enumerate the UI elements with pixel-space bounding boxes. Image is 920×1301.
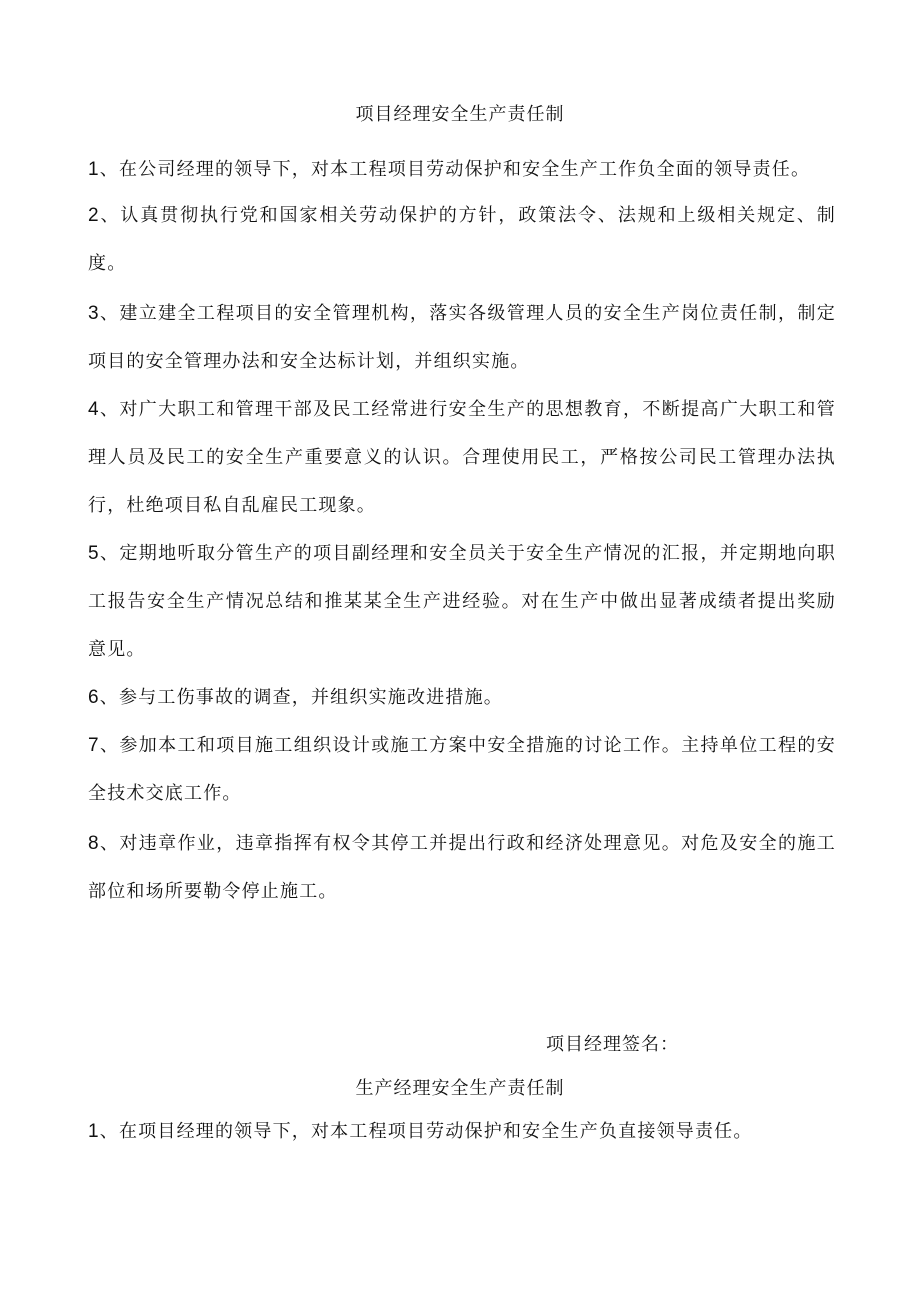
clause-1-doc2 (88, 1108, 836, 1156)
document-title: 项目经理安全生产责任制 (355, 104, 565, 125)
clause-number: 5 (88, 543, 100, 564)
clause-number: 1 (88, 159, 100, 180)
clause-text: 、建立建全工程项目的安全管理机构，落实各级管理人员的安全生产岗位责任制，制定项目的安全管理办法和安全达标计划，并组织实施。 (88, 303, 836, 372)
clause-text: 、在项目经理的领导下，对本工程项目劳动保护和安全生产负直接领导责任。 (99, 1121, 753, 1142)
clause-text: 、对广大职工和管理干部及民工经常进行安全生产的思想教育，不断提高广大职工和管理人员及民工的安全生产重要意义的认识。合理使用民工，严格按公司民工管理办法执行，杜绝项目私自乱雇民工现象。 (88, 399, 836, 516)
clause-6 (88, 674, 836, 722)
clause-number: 2 (88, 205, 100, 226)
clause-number: 8 (88, 833, 100, 854)
clause-text: 、参与工伤事故的调查，并组织实施改进措施。 (99, 687, 503, 708)
clause-1 (88, 146, 836, 194)
clause-5 (88, 530, 836, 674)
clause-text: 、在公司经理的领导下，对本工程项目劳动保护和安全生产工作负全面的领导责任。 (99, 159, 811, 180)
document-title-2: 生产经理安全生产责任制 (355, 1078, 565, 1099)
clause-number: 6 (88, 687, 100, 708)
clause-text: 、认真贯彻执行党和国家相关劳动保护的方针，政策法令、法规和上级相关规定、制度。 (88, 205, 836, 274)
clause-number: 3 (88, 303, 100, 324)
clause-number: 4 (88, 399, 100, 420)
clause-number: 1 (88, 1121, 100, 1142)
clause-4 (88, 386, 836, 530)
clause-8 (88, 820, 836, 916)
clause-2 (88, 192, 836, 288)
clause-3 (88, 290, 836, 386)
clause-text: 、定期地听取分管生产的项目副经理和安全员关于安全生产情况的汇报，并定期地向职工报告安全生产情况总结和推某某全生产进经验。对在生产中做出显著成绩者提出奖励意见。 (88, 543, 836, 660)
signature-label: 项目经理签名： (546, 1034, 679, 1055)
clause-text: 、参加本工和项目施工组织设计或施工方案中安全措施的讨论工作。主持单位工程的安全技术交底工作。 (88, 735, 836, 804)
clause-text: 、对违章作业，违章指挥有权令其停工并提出行政和经济处理意见。对危及安全的施工部位和场所要勒令停止施工。 (88, 833, 836, 902)
clause-7 (88, 722, 836, 818)
clause-number: 7 (88, 735, 100, 756)
